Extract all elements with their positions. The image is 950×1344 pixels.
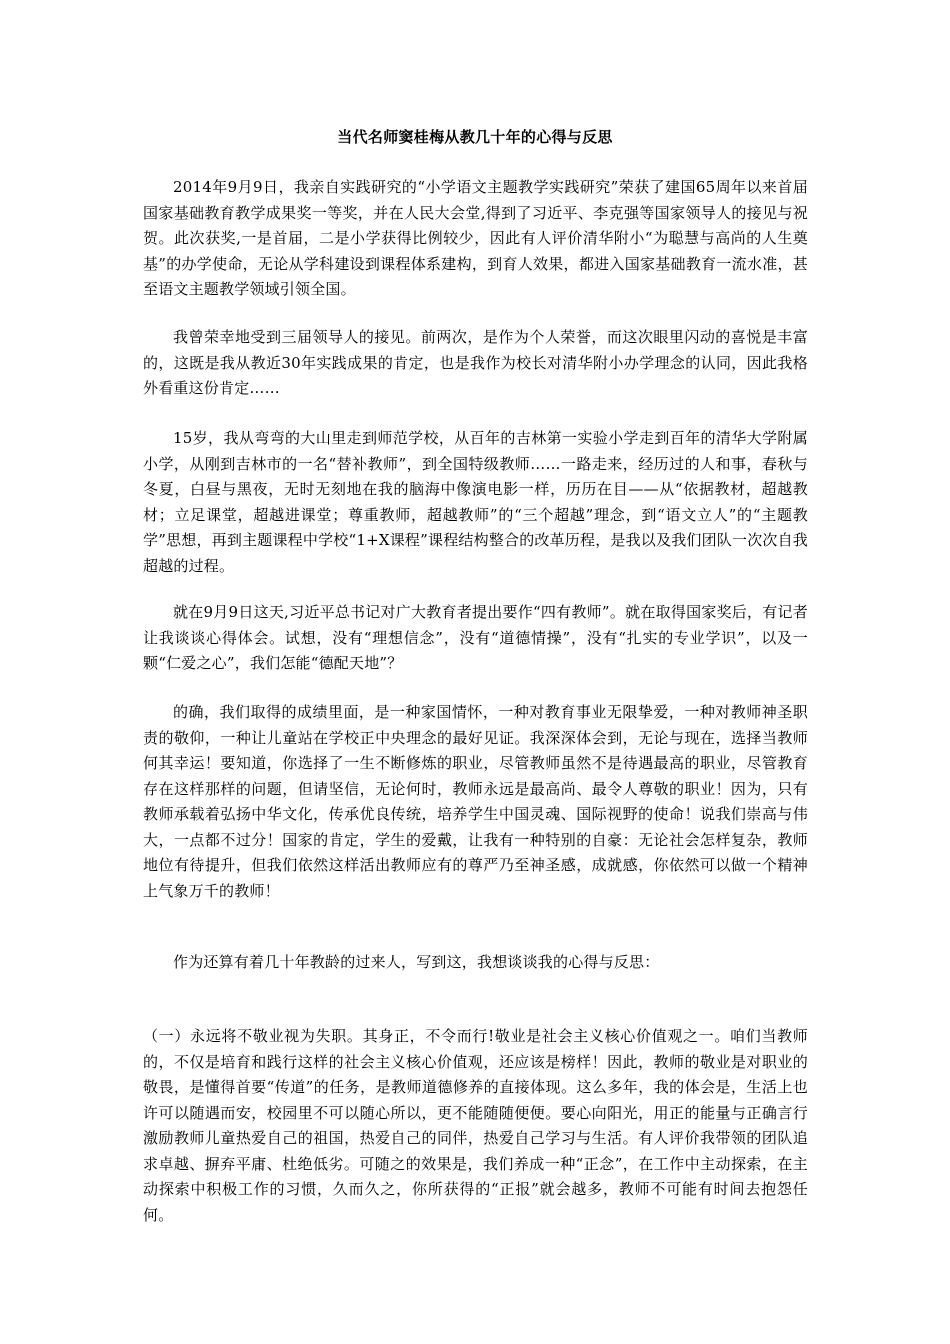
paragraph-journey <box>143 426 808 579</box>
paragraph-four-good-teachers <box>143 600 808 677</box>
paragraph-text: 我曾荣幸地受到三届领导人的接见。前两次，是作为个人荣誉，而这次眼里闪动的喜悦是丰富的，这既是我从教近30年实践成果的肯定，也是我作为校长对清华附小办学理念的认同，因此我格外看重这份肯定…… <box>143 328 808 397</box>
paragraph-reflection-intro <box>143 950 808 976</box>
paragraph-point-one <box>143 1024 808 1228</box>
paragraph-text: 的确，我们取得的成绩里面，是一种家国情怀，一种对教育事业无限挚爱，一种对教师神圣职责的敬仰，一种让儿童站在学校正中央理念的最好见证。我深深体会到，无论与现在，选择当教师何其幸运！要知道，你选择了一生不断修炼的职业，尽管教师虽然不是待遇最高的职业，尽管教育存在这样那样的问题，但请坚信，无论何时，教师永远是最高尚、最令人尊敬的职业！因为，只有教师承载着弘扬中华文化，传承优良传统，培养学生中国灵魂、国际视野的使命！说我们崇高与伟大，一点都不过分！国家的肯定，学生的爱戴，让我有一种特别的自豪：无论社会怎样复杂，教师地位有待提升，但我们依然这样活出教师应有的尊严乃至神圣感，成就感，你依然可以做一个精神上气象万千的教师！ <box>143 703 808 900</box>
paragraph-text: 作为还算有着几十年教龄的过来人，写到这，我想谈谈我的心得与反思： <box>173 953 660 971</box>
paragraph-text: 就在9月9日这天,习近平总书记对广大教育者提出要作“四有教师”。就在取得国家奖后，有记者让我谈谈心得体会。试想，没有“理想信念”，没有“道德情操”，没有“扎实的专业学识”，以及一颗“仁爱之心”，我们怎能“德配天地”？ <box>143 603 808 672</box>
paragraph-award <box>143 175 808 303</box>
paragraph-text: （一）永远将不敬业视为失职。其身正，不令而行!敬业是社会主义核心价值观之一。咱们当教师的，不仅是培育和践行这样的社会主义核心价值观，还应该是榜样！因此，教师的敬业是对职业的敬畏，是懂得首要“传道”的任务，是教师道德修养的直接体现。这么多年，我的体会是，生活上也许可以随遇而安，校园里不可以随心所以，更不能随随便便。要心向阳光，用正的能量与正确言行激励教师儿童热爱自己的祖国，热爱自己的同伴，热爱自己学习与生活。有人评价我带领的团队追求卓越、摒弃平庸、杜绝低劣。可随之的效果是，我们养成一种“正念”，在工作中主动探索，在主动探索中积极工作的习惯，久而久之，你所获得的“正报”就会越多，教师不可能有时间去抱怨任何。 <box>143 1027 808 1224</box>
paragraph-achievements <box>143 700 808 904</box>
document-title: 当代名师窦桂梅从教几十年的心得与反思 <box>337 128 613 146</box>
paragraph-honor <box>143 325 808 402</box>
paragraph-text: 15岁，我从弯弯的大山里走到师范学校，从百年的吉林第一实验小学走到百年的清华大学附属小学，从刚到吉林市的一名“替补教师”，到全国特级教师……一路走来，经历过的人和事，春秋与冬夏，白昼与黑夜，无时无刻地在我的脑海中像演电影一样，历历在目——从“依据教材，超越教材；立足课堂，超越进课堂；尊重教师，超越教师”的“三个超越”理念，到“语文立人”的“主题教学”思想，再到主题课程中学校“1+X课程”课程结构整合的改革历程，是我以及我们团队一次次自我超越的过程。 <box>143 429 808 575</box>
paragraph-text: 2014年9月9日，我亲自实践研究的“小学语文主题教学实践研究”荣获了建国65周年以来首届国家基础教育教学成果奖一等奖，并在人民大会堂,得到了习近平、李克强等国家领导人的接见与祝贺。此次获奖,一是首届，二是小学获得比例较少，因此有人评价清华附小“为聪慧与高尚的人生奠基”的办学使命，无论从学科建设到课程体系建构，到育人效果，都进入国家基础教育一流水准，甚至语文主题教学领域引领全国。 <box>143 178 808 298</box>
